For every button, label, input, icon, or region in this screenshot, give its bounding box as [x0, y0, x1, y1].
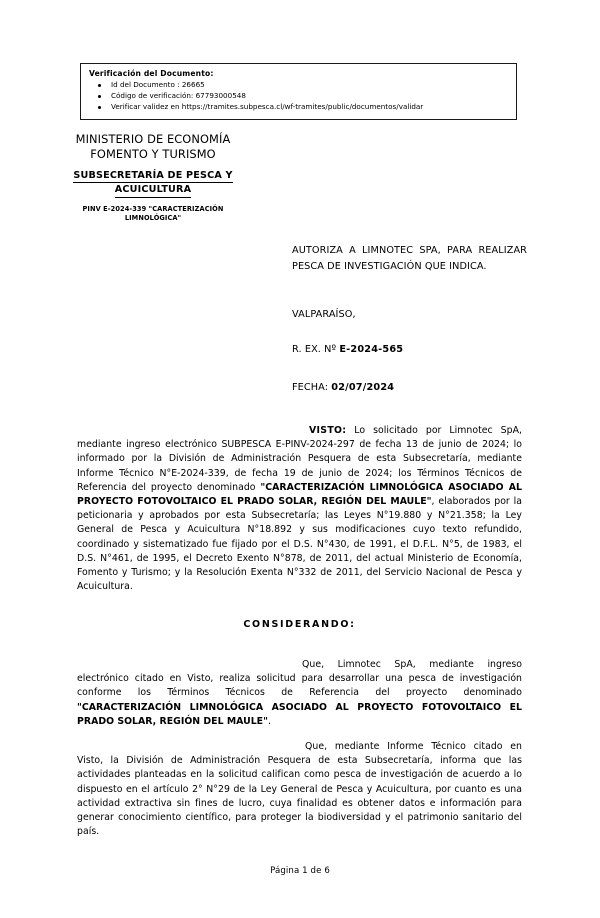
considerando-heading: CONSIDERANDO: [243, 619, 356, 630]
considerando-1-text-b: . [267, 715, 271, 727]
subsecretaria-heading [22, 169, 284, 198]
resolution-date-value: 02/07/2024 [331, 382, 395, 393]
considerando-1-text-a: Que, Limnotec SpA, mediante ingreso electrónico citado en Visto, realiza solicitud para desarrollar una pesca de investigación conforme los Términos Técnicos de Referencia del proyecto denominado [77, 659, 522, 699]
resolution-subject: AUTORIZA A LIMNOTEC SPA, PARA REALIZAR PESCA DE INVESTIGACIÓN QUE INDICA. [292, 245, 527, 272]
project-name-considerando-1: "CARACTERIZACIÓN LIMNOLÓGICA ASOCIADO AL PROYECTO FOTOVOLTAICO EL PRADO SOLAR, REGIÓN DEL MAULE" [77, 701, 522, 727]
project-reference [22, 205, 284, 224]
project-reference-line-2: LIMNOLÓGICA" [124, 214, 182, 223]
subsecretaria-line-2: ACUICULTURA [115, 183, 192, 197]
project-reference-line-1: PINV E-2024-339 "CARACTERIZACIÓN [82, 204, 224, 213]
considerando-2-text: Que, mediante Informe Técnico citado en Visto, la División de Administración Pesquera de esta Subsecretaría, informa que las actividades planteadas en la solicitud califican como pesca de investigación de acuerdo a lo dispuesto en el artículo 2° N°29 de la Ley General de Pesca y Acuicultura, por cuanto es una actividad extractiva sin fines de lucro, cuya finalidad es obtener datos e información para generar conocimiento científico, para proteger la biodiversidad y el patrimonio sanitario del país. [77, 741, 522, 838]
resolution-number-label: R. EX. Nº [292, 344, 340, 355]
verification-list [89, 80, 510, 112]
resolution-date [292, 382, 527, 393]
resolution-date-label: FECHA: [292, 382, 332, 393]
considerando-paragraph-1 [77, 658, 522, 729]
resolution-number [292, 344, 527, 355]
verification-box [80, 63, 517, 120]
verification-title: Verificación del Documento: [89, 69, 214, 78]
visto-text-part-1: Lo solicitado por Limnotec SpA, mediante ingreso electrónico SUBPESCA E-PINV-2024-297 de fecha 13 de junio de 2024; lo informado por la División de Administración Pesquera de esta Subsecretaría, mediante Informe Técnico N°E-2024-339, de fecha 19 de junio de 2024; los Términos Técnicos de Referencia del proyecto denominado [77, 425, 522, 493]
resolution-number-value: E-2024-565 [339, 344, 404, 355]
visto-label: VISTO: [309, 425, 347, 436]
project-name-visto: "CARACTERIZACIÓN LIMNOLÓGICA ASOCIADO AL PROYECTO FOTOVOLTAICO EL PRADO SOLAR, REGIÓN DEL MAULE" [77, 481, 522, 507]
considerando-paragraph-1-wrap [77, 658, 522, 729]
ministry-line-1: MINISTERIO DE ECONOMÍA [75, 132, 231, 146]
considerando-paragraph-2 [77, 740, 522, 839]
visto-paragraph [77, 424, 522, 594]
page-footer: Página 1 de 6 [270, 866, 330, 876]
resolution-place: VALPARAÍSO, [292, 309, 356, 320]
considerando-paragraph-2-wrap [77, 740, 522, 839]
verification-item-id: Id del Documento : 26665 [89, 80, 510, 91]
verification-item-code: Código de verificación: 67793000548 [89, 91, 510, 102]
visto-section [77, 424, 522, 594]
ministry-line-2: FOMENTO Y TURISMO [90, 147, 216, 162]
subsecretaria-line-1: SUBSECRETARÍA DE PESCA Y [73, 169, 232, 183]
verification-item-url: Verificar validez en https://tramites.subpesca.cl/wf-tramites/public/documentos/validar [89, 102, 510, 113]
visto-text-part-2: , elaborados por la peticionaria y aprobados por esta Subsecretaría; las Leyes N°19.880 y N°21.358; la Ley General de Pesca y Acuicultura N°18.892 y sus modificaciones cuyo texto refundido, coordinado y sistematizado fue fijado por el D.S. N°430, de 1991, el D.F.L. N°5, de 1983, el D.S. N°461, de 1995, el Decreto Exento N°878, de 2011, del actual Ministerio de Economía, Fomento y Turismo; y la Resolución Exenta N°332 de 2011, del Servicio Nacional de Pesca y Acuicultura. [77, 495, 523, 593]
ministry-header [22, 132, 284, 224]
